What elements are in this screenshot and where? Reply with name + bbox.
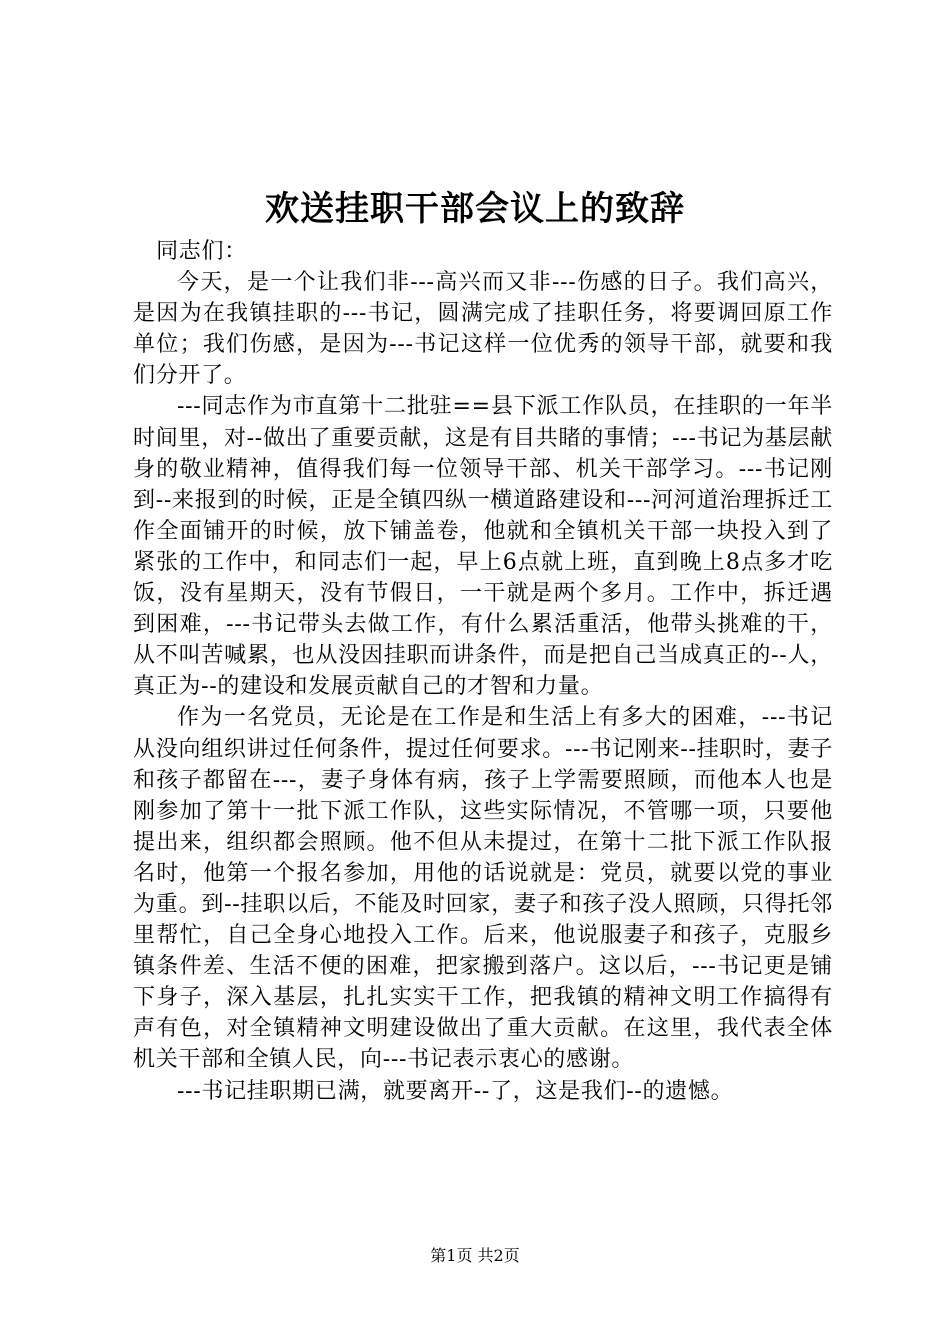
paragraph-4: ---书记挂职期已满，就要离开--了，这是我们--的遗憾。: [177, 1078, 734, 1104]
document-title: 欢送挂职干部会议上的致辞: [265, 189, 685, 229]
paragraph-3: 作为一名党员，无论是在工作是和生活上有多大的困难，---书记从没向组织讲过任何条件，提过任何要求。---书记刚来--挂职时，妻子和孩子都留在---，妻子身体有病，孩子上学需要照顾，而他本人也是刚参加了第十一批下派工作队，这些实际情况，不管哪一项，只要他提出来，组织都会照顾。他不但从未提过，在第十二批下派工作队报名时，他第一个报名参加，用他的话说就是：党员，就要以党的事业为重。到--挂职以后，不能及时回家，妻子和孩子没人照顾，只得托邻里帮忙，自己全身心地投入工作。后来，他说服妻子和孩子，克服乡镇条件差、生活不便的困难，把家搬到落户。这以后，---书记更是铺下身子，深入基层，扎扎实实干工作，把我镇的精神文明工作搞得有声有色，对全镇精神文明建设做出了重大贡献。在这里，我代表全体机关干部和全镇人民，向---书记表示衷心的感谢。: [133, 705, 833, 1073]
paragraph-1: 今天，是一个让我们非---高兴而又非---伤感的日子。我们高兴，是因为在我镇挂职的---书记，圆满完成了挂职任务，将要调回原工作单位；我们伤感，是因为---书记这样一位优秀的领导干部，就要和我们分开了。: [133, 270, 833, 389]
paragraph-2: ---同志作为市直第十二批驻==县下派工作队员，在挂职的一年半时间里，对--做出了重要贡献，这是有目共睹的事情；---书记为基层献身的敬业精神，值得我们每一位领导干部、机关干部学习。---书记刚到--来报到的时候，正是全镇四纵一横道路建设和---河河道治理拆迁工作全面铺开的时候，放下铺盖卷，他就和全镇机关干部一块投入到了紧张的工作中，和同志们一起，早上6点就上班，直到晚上8点多才吃饭，没有星期天，没有节假日，一干就是两个多月。工作中，拆迁遇到困难，---书记带头去做工作，有什么累活重活，他带头挑难的干，从不叫苦喊累，也从没因挂职而讲条件，而是把自己当成真正的--人，真正为--的建设和发展贡献自己的才智和力量。: [133, 394, 833, 700]
page-footer: 第1页 共2页: [430, 1246, 520, 1265]
document-body: [133, 236, 833, 1107]
salutation: 同志们：: [156, 239, 247, 264]
